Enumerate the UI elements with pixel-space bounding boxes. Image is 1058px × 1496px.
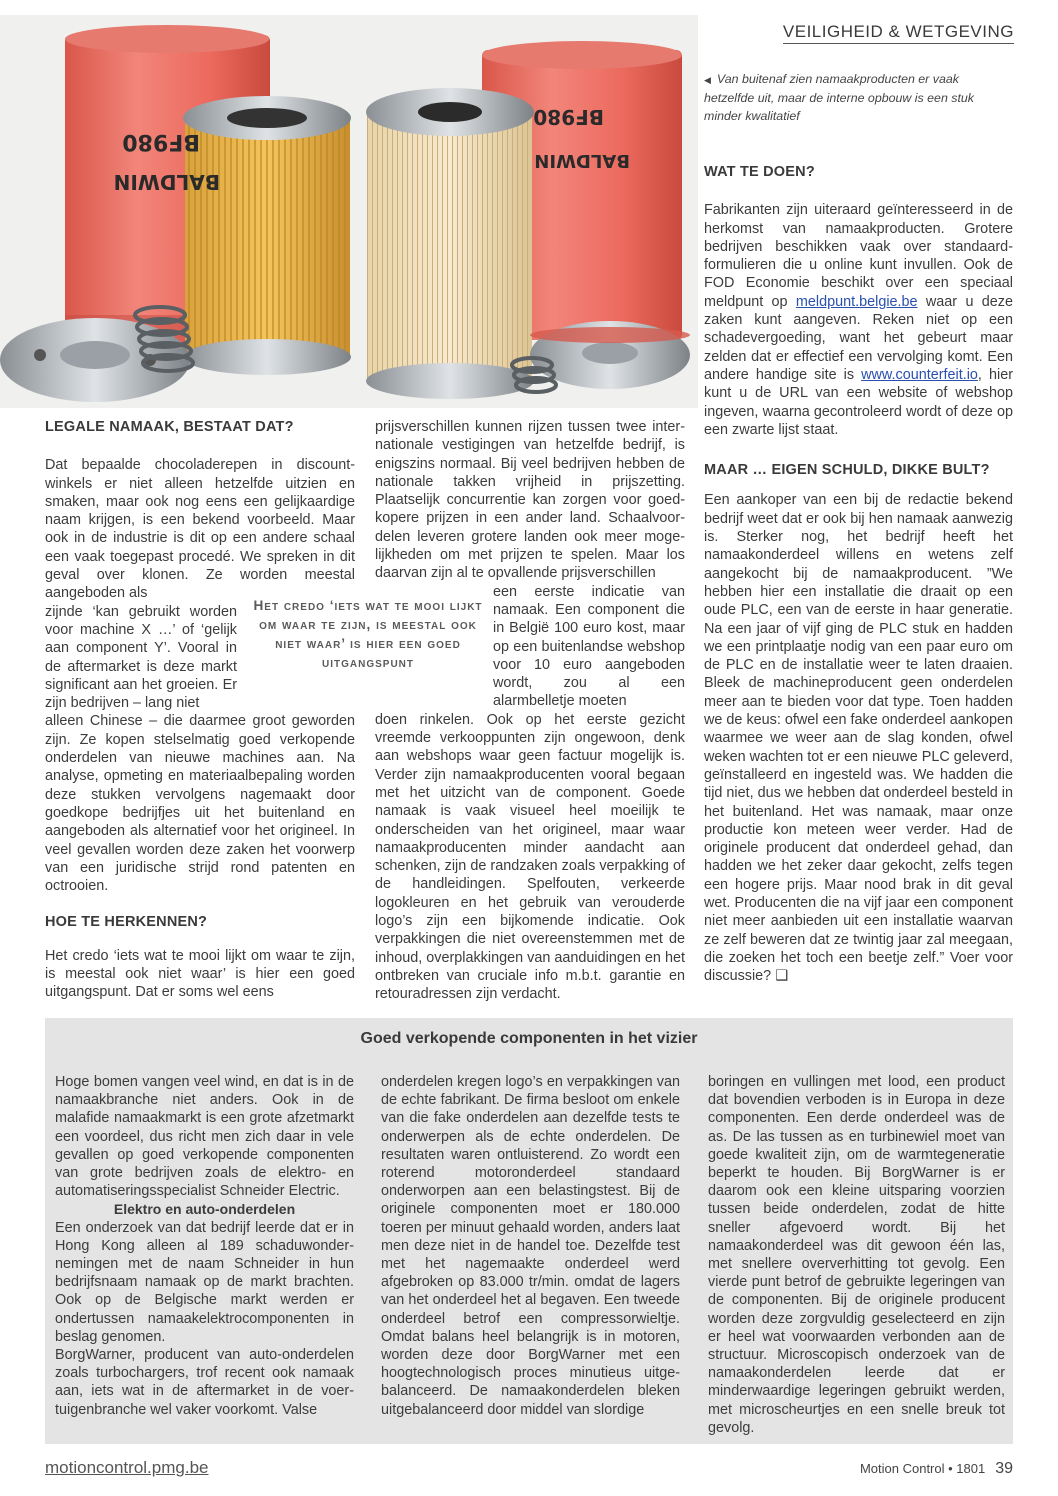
col3-para-2: Een aankoper van een bij de redactie bekend bedrijf weet dat er ook bij hen namaak aanwezig is. Sterker nog, het bedrijf heeft het namaakonderdeel willens en wetens zelf aangekocht bij de namaakproducent. ”We hebben hier een installatie die draait op een oude PLC, een van de eerste in haar generatie. Na een jaar of vijf ging de PLC stuk en hadden we een printplaatje nodig van een paar euro om de PLC en de installatie weer te laten draaien. Bleek de machineproducent geen onderdelen meer aan te bieden voor dat type. Toen hadden we de keus: ofwel een fake onderdeel aankopen waarmee we weer aan de slag konden, ofwel weken wachten tot er een nieuwe PLC geleverd, geïnstalleerd en ingesteld was. We hadden die tijd niet, dus we hebben dat onderdeel besteld in het buitenland. Het was namaak, maar onze productie kon meteen weer verder. Had de originele producent dat onderdeel gehad, dan hadden we het zeker daar gekocht, zelfs tegen een hogere prijs. Maar nood brak in dit geval wet. Producenten die na vijf jaar een component niet meer aanbieden uit een installatie waarvan ze zelf beweren dat ze twintig jaar zal meegaan, die zoeken het toch een beetje zelf.” Voer voor discussie? ❑ (704, 492, 1013, 985)
section-label: VEILIGHEID & WETGEVING (783, 22, 1014, 44)
caption-text: Van buitenaf zien namaakproducten er vaak hetzelfde uit, maar de interne opbouw is een stuk minder kwalitatief (704, 72, 975, 123)
box-c1-para-1: Hoge bomen vangen veel wind, en dat is in de namaakbranche niet anders. Ook in de malafide namaakmarkt is een grote afzetmarkt een voordeel, dus richt men zich daar in vele gevallen op goed verkopende componenten van grote bedrijven zoals de elektro- en automatiseringsspecialist Schneider Electric. (55, 1074, 354, 1200)
column-3 (704, 163, 1013, 985)
box-c1-para-3: BorgWarner, producent van auto-onderdelen zoals turbochargers, trof recent ook namaak aan, iets wat in de aftermarket in de voertuigenbranche wel vaker voorkomt. Valse (55, 1347, 354, 1418)
box-title: Goed verkopende componenten in het vizier (360, 1030, 698, 1047)
column-2 (375, 418, 685, 1004)
link-counterfeit[interactable]: www.counterfeit.io (861, 366, 978, 383)
box-subheading: Elektro en auto-onderdelen (113, 1201, 296, 1218)
heading-legale-namaak: LEGALE NAMAAK, BESTAAT DAT? (45, 419, 294, 435)
svg-text:BALDWIN: BALDWIN (113, 170, 220, 194)
box-c1-para-2: Een onderzoek van dat bedrijf leerde dat er in Hong Kong alleen al 189 schaduwondernemingen met de naam Schneider in hun bedrijfsnaam namaak op de markt brachten. Ook op de Belgische markt werden er ondertussen namaakelektrocomponenten in beslag genomen. (55, 1219, 354, 1345)
col1-para-1b: zijnde ‘kan gebruikt worden voor machine X …’ of ‘gelijk aan component Y’. Vooral in de aftermarket is deze markt significant aan het groeien. Er zijn bedrijven – lang niet (45, 603, 237, 712)
col1-para-1a: Dat bepaalde chocoladerepen in discountwinkels er niet alleen hetzelfde uitzien en smaken, maar ook nog eens een gelijkaardige naam krijgen, is een bekend voorbeeld. Maar ook in de industrie is dit op een andere schaal een vaak toegepast procedé. We spreken in dit geval over klonen. Ze worden meestal aangeboden als (45, 457, 355, 602)
heading-wat-te-doen: WAT TE DOEN? (704, 164, 815, 180)
cream-filter (366, 88, 534, 399)
box-column-1 (55, 1073, 354, 1419)
col2-para-1a: prijsverschillen kunnen rijzen tussen twee internationale vestigingen van hetzelfde bedrijf, is enigszins normaal. Bij veel bedrijven hebben de nationale takken vrijheid in prijszetting. Plaatselijk concurrentie kan zorgen voor goedkopere prijzen in een ander land. Schaalvoordelen leveren grotere landen ook meer mogelijkheden om met prijzen te spelen. Maar los daarvan zijn al te opvallende prijsverschillen (375, 419, 685, 582)
col2-para-1c: doen rinkelen. Ook op het eerste gezicht vreemde verkooppunten zijn ongewoon, denk aan webshops waar geen factuur mogelijk is. Verder zijn namaakproducenten vooral begaan met het uitzicht van de component. Goede namaak is vaak visueel heel moeilijk te onderscheiden van het origineel, maar waar namaakproducenten minder aandacht aan schenken, zijn de randzaken zoals verpakking of de handleidingen. Spelfouten, verkeerde logokleuren en het gebruik van verouderde logo’s zijn een bijkomende indicatie. Ook verpakkingen die niet overeenstemmen met de inhoud, overplakkingen van aanduidingen en het ontbreken van cruciale info m.b.t. garantie en retouradressen zijn verdacht. (375, 711, 685, 1003)
page-number: 39 (995, 1460, 1013, 1477)
column-1 (45, 418, 355, 1002)
footer-site-link[interactable]: motioncontrol.pmg.be (45, 1458, 209, 1477)
col3-para-1: Fabrikanten zijn uiteraard geïnteresseerd in de herkomst van namaakproducten. Grotere bedrijven beschikken vaak over standaardformulieren die u online kunt invullen. Ook de FOD Economie beschikt over een speciaal meldpunt op meldpunt.belgie.be waar u deze zaken kunt aangeven. Reken niet op een schadevergoeding, want het gebeurt maar zelden dat er effectief een vervolging komt. Een andere handige site is www.counterfeit.io, hier kunt u de URL van een website of webshop ingeven, waarna gecontroleerd wordt of deze op een zwarte lijst staat. (704, 202, 1014, 438)
heading-eigen-schuld: MAAR … EIGEN SCHULD, DIKKE BULT? (704, 462, 990, 479)
box-c2-para: onderdelen kregen logo’s en verpakkingen van de echte fabrikant. De firma besloot om enkele van die fake onderdelen aan dezelfde tests te onderwerpen als de echte onderdelen. De resultaten waren ontluisterend. Zo wordt een roterend motoronderdeel standaard onderworpen aan een belastingstest. Bij de originele componenten moet er 180.000 toeren per minuut gehaald worden, anders laat men deze niet in de handel toe. Dezelfde test met het nagemaakte onderdeel werd afgebroken op 83.000 tr/min. omdat de lagers van het onderdeel het al begaven. Een tweede onderdeel betrof een compressorwieltje. Omdat balans heel belangrijk is in motoren, worden deze door BorgWarner met een hoogtechnologisch proces minutieus uitgebalanceerd. De namaakonderdelen bleken uitgebalanceerd door middel van slordige (381, 1074, 680, 1418)
col2-para-1b: een eerste indicatie van namaak. Een component die in België 100 euro kost, maar op een buitenlandse webshop voor 10 euro aangeboden wordt, zou al een alarmbelletje moeten (493, 583, 685, 710)
photo-caption (704, 70, 994, 125)
col1-para-1c: alleen Chinese – die daarmee groot geworden zijn. Ze kopen stelselmatig goed verkopende onderdelen van nieuwe machines aan. Na analyse, opmeting en materiaalbepaling worden deze stukken vervolgens nagemaakt door goedkope bedrijfjes uit het buitenland en aangeboden als alternatief voor het origineel. In veel gevallen worden deze zaken het voorwerp van een juridische strijd rond patenten en octrooien. (45, 713, 355, 895)
box-column-3 (708, 1073, 1005, 1437)
col1-para-2: Het credo ‘iets wat te mooi lijkt om waar te zijn, is meestal ook niet waar’ is hier een goed uitgangspunt. Dat er soms wel eens (45, 947, 355, 1001)
caption-arrow-icon: ◀ (704, 75, 711, 85)
svg-text:BF980: BF980 (122, 129, 200, 154)
link-meldpunt[interactable]: meldpunt.belgie.be (795, 293, 918, 310)
box-column-2 (381, 1073, 680, 1419)
article-photo (0, 15, 698, 408)
yellow-filter (183, 96, 351, 375)
svg-text:BALDWIN: BALDWIN (534, 150, 630, 171)
svg-text:BF980: BF980 (533, 105, 604, 129)
end-mark-icon: ❑ (775, 968, 789, 985)
box-c3-para: boringen en vullingen met lood, een product dat bovendien verboden is in Europa in deze componenten. Een derde onderdeel was de as. De las tussen as en turbinewiel moet van goede kwaliteit zijn, om de warmtegeneratie beperkt te houden. Bij BorgWarner is er daarom ook een kleine uitsparing voorzien tussen beide onderdelen, zodat de hitte sneller afgevoerd wordt. Bij het namaakonderdeel was dit gewoon één las, met snellere oververhitting tot gevolg. Een vierde punt betrof de gebruikte legeringen van de componenten. Bij de originele producent worden deze zorgvuldig geselecteerd en zijn er heel wat voorwaarden verbonden aan de structuur. Microscopisch onderzoek van de namaakonderdelen leerde dat er minderwaardige legeringen gebruikt werden, met microscheurtjes en een snelle breuk tot gevolg. (708, 1074, 1005, 1436)
pull-quote: Het credo ‘iets wat te mooi lijkt om waar te zijn, is meestal ook niet waar’ is hier een goed uitgangspunt (253, 598, 483, 670)
heading-hoe-te-herkennen: HOE TE HERKENNEN? (45, 914, 208, 931)
issue-label: Motion Control • 1801 (859, 1461, 986, 1476)
footer-issue (860, 1460, 1013, 1478)
